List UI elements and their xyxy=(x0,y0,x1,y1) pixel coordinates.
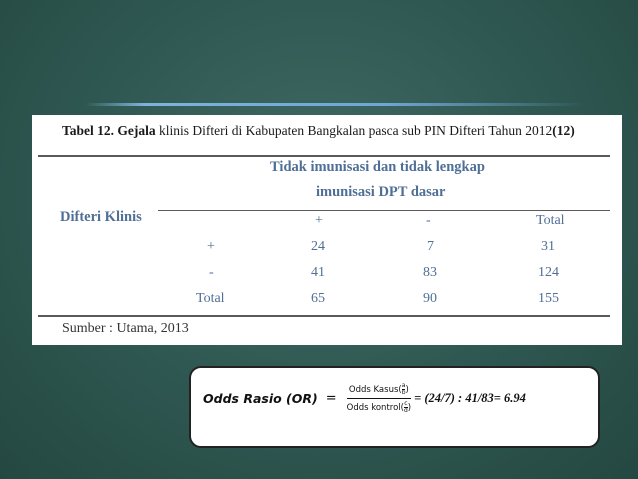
table-cell: 7 xyxy=(427,239,434,254)
table-source: Sumber : Utama, 2013 xyxy=(62,321,189,336)
table-cell: 83 xyxy=(423,265,437,280)
close-paren: ) xyxy=(405,384,409,395)
formula-numerator xyxy=(347,383,411,399)
formula-lhs: Odds Rasio (OR) xyxy=(203,390,318,406)
table-panel xyxy=(32,115,622,345)
mini-bottom: d xyxy=(403,406,408,414)
table-cell: 155 xyxy=(538,291,559,306)
formula-result: = (24/7) : 41/83= 6.94 xyxy=(414,390,526,405)
group-header-line2: imunisasi DPT dasar xyxy=(316,184,446,200)
row-label-total: Total xyxy=(196,291,225,306)
column-header-total: Total xyxy=(536,213,565,228)
table-cell: 24 xyxy=(311,239,325,254)
numerator-text: Odds Kasus( xyxy=(348,384,402,395)
formula-box xyxy=(189,366,600,448)
mini-top: a xyxy=(401,381,406,389)
table-bottom-rule xyxy=(38,315,610,317)
mini-top: c xyxy=(404,399,408,407)
caption-text: klinis Difteri di Kabupaten Bangkalan pasca sub PIN Difteri Tahun 2012 xyxy=(155,123,553,138)
row-label-negative: - xyxy=(209,265,214,280)
denominator-text: Odds kontrol( xyxy=(346,402,404,413)
close-paren: ) xyxy=(407,402,412,413)
table-top-rule xyxy=(38,155,610,157)
column-header-positive: + xyxy=(315,213,323,228)
column-header-negative: - xyxy=(426,213,431,228)
row-label-positive: + xyxy=(207,239,215,254)
table-header-rule xyxy=(158,210,610,211)
group-header-line1: Tidak imunisasi dan tidak lengkap xyxy=(270,159,485,175)
table-caption xyxy=(62,123,575,139)
table-cell: 90 xyxy=(423,291,437,306)
caption-label: Tabel 12. Gejala xyxy=(62,123,156,138)
odds-ratio-formula xyxy=(203,378,526,418)
table-cell: 41 xyxy=(311,265,325,280)
mini-bottom: b xyxy=(401,388,406,396)
caption-reference: (12) xyxy=(552,123,575,138)
table-cell: 124 xyxy=(538,265,559,280)
table-cell: 31 xyxy=(541,239,555,254)
row-header: Difteri Klinis xyxy=(60,209,142,225)
formula-fraction xyxy=(345,383,413,414)
formula-denominator xyxy=(345,399,413,414)
formula-equals: = xyxy=(325,390,337,406)
title-divider-line xyxy=(85,103,585,106)
table-cell: 65 xyxy=(311,291,325,306)
